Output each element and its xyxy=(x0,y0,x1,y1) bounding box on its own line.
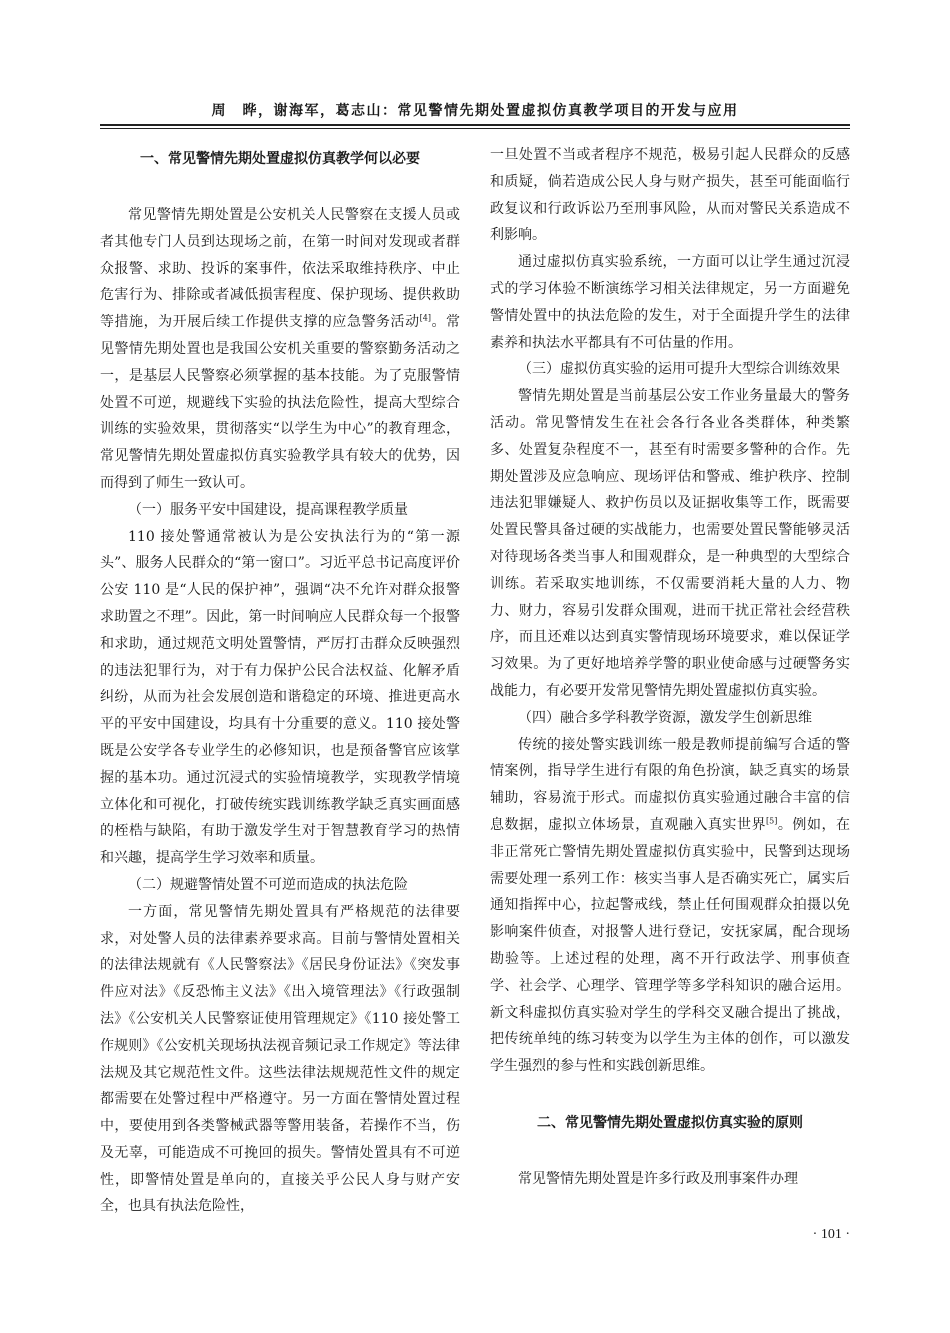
running-head: 周 晔，谢海军，葛志山：常见警情先期处置虚拟仿真教学项目的开发与应用 xyxy=(211,103,739,119)
right-column xyxy=(490,142,850,1193)
left-column xyxy=(100,142,460,1220)
section-gap xyxy=(490,1080,850,1106)
paragraph-3: 一方面，常见警情先期处置具有严格规范的法律要求，对处警人员的法律素养要求高。目前与警情处置相关的法律法规就有《人民警察法》《居民身份证法》《突发事件应对法》《反恐怖主义法》《出入境管理法》《行政强制法》《公安机关人民警察证使用管理规定》《110 接处警工作规则》《公安机关现场执法视音频记录工作规定》等法律法规及其它规范性文件。这些法律法规规范性文件的规定都需要在处警过程中严格遵守。另一方面在警情处置过程中，要使用到各类警械武器等警用装备，若操作不当，伤及无辜，可能造成不可挽回的损失。警情处置具有不可逆性，即警情处置是单向的，直接关乎公民人身与财产安全，也具有执法危险性， xyxy=(100,903,460,1215)
paragraph-5: 警情先期处置是当前基层公安工作业务量最大的警务活动。常见警情发生在社会各行各业各类群体，种类繁多、处置复杂程度不一，甚至有时需要多警种的合作。先期处置涉及应急响应、现场评估和警戒、维护秩序、控制违法犯罪嫌疑人、救护伤员以及证据收集等工作，既需要处置民警具备过硬的实战能力，也需要处置民警能够灵活对待现场各类当事人和围观群众，是一种典型的大型综合训练。若采取实地训练，不仅需要消耗大量的人力、物力、财力，容易引发群众围观，进而干扰正常社会经营秩序，而且还难以达到真实警情现场环境要求，难以保证学习效果。为了更好地培养学警的职业使命感与过硬警务实战能力，有必要开发常见警情先期处置虚拟仿真实验。 xyxy=(490,388,850,699)
citation-5: [5] xyxy=(766,816,778,826)
subsection-2-heading: （二）规避警情处置不可逆而造成的执法危险 xyxy=(128,876,408,893)
header-rule-thin xyxy=(100,128,850,129)
section-1-heading: 一、常见警情先期处置虚拟仿真教学何以必要 xyxy=(140,151,420,167)
subsection-1-heading: （一）服务平安中国建设，提高课程教学质量 xyxy=(128,501,408,518)
paragraph-1 xyxy=(100,202,460,497)
paragraph-1-text: 常见警情先期处置是公安机关人民警察在支援人员或者其他专门人员到达现场之前，在第一时间对发现或者群众报警、求助、投诉的案事件，依法采取维持秩序、中止危害行为、排除或者减低损害程度、保护现场、提供救助等措施，为开展后续工作提供支撑的应急警务活动 xyxy=(100,207,460,331)
paragraph-4: 通过虚拟仿真实验系统，一方面可以让学生通过沉浸式的学习体验不断演练学习相关法律规定，另一方面避免警情处置中的执法危险的发生，对于全面提升学生的法律素养和执法水平都具有不可估量的作用。 xyxy=(490,254,850,351)
paragraph-6-text-cont: 。例如，在非正常死亡警情先期处置虚拟仿真实验中，民警到达现场需要处理一系列工作：核实当事人是否确实死亡，属实后通知指挥中心，拉起警戒线，禁止任何围观群众拍摄以免影响案件侦查，对报警人进行登记，安抚家属，配合现场勘验等。上述过程的处理，离不开行政法学、刑事侦查学、社会学、心理学、管理学等多学科知识的融合运用。新文科虚拟仿真实验对学生的学科交叉融合提出了挑战，把传统单纯的练习转变为以学生为主体的创作，可以激发学生强烈的参与性和实践创新思维。 xyxy=(490,816,851,1075)
paragraph-2: 110 接处警通常被认为是公安执法行为的“第一源头”、服务人民群众的“第一窗口”。习近平总书记高度评价公安 110 是“人民的保护神”，强调“决不允许对群众报警求助置之不理”。因此，第一时间响应人民群众每一个报警和求助，通过规范文明处置警情，严厉打击群众反映强烈的违法犯罪行为，对于有力保护公民合法权益、化解矛盾纠纷，从而为社会发展创造和谐稳定的环境、推进更高水平的平安中国建设，均具有十分重要的意义。110 接处警既是公安学各专业学生的必修知识，也是预备警官应该掌握的基本功。通过沉浸式的实验情境教学，实现教学情境立体化和可视化，打破传统实践训练教学缺乏真实画面感的桎梏与缺陷，有助于激发学生对于智慧教育学习的热情和兴趣，提高学生学习效率和质量。 xyxy=(100,528,460,867)
paragraph-continued: 一旦处置不当或者程序不规范，极易引起人民群众的反感和质疑，倘若造成公民人身与财产损失，甚至可能面临行政复议和行政诉讼乃至刑事风险，从而对警民关系造成不利影响。 xyxy=(490,147,850,244)
heading-gap xyxy=(100,176,460,202)
subsection-3-heading: （三）虚拟仿真实验的运用可提升大型综合训练效果 xyxy=(518,361,840,378)
page-number: · 101 · xyxy=(812,1227,850,1242)
citation-4: [4] xyxy=(419,313,431,323)
paragraph-7: 常见警情先期处置是许多行政及刑事案件办理 xyxy=(518,1170,798,1187)
header-rule-thick xyxy=(100,124,850,126)
paragraph-1-text-cont: 。常见警情先期处置也是我国公安机关重要的警察勤务活动之一，是基层人民警察必须掌握的基本技能。为了克服警情处置不可逆，规避线下实验的执法危险性，提高大型综合训练的实验效果，贯彻落实“以学生为中心”的教育理念，常见警情先期处置虚拟仿真实验教学具有较大的优势，因而得到了师生一致认可。 xyxy=(100,314,461,491)
heading-gap-2 xyxy=(490,1140,850,1166)
section-2-heading: 二、常见警情先期处置虚拟仿真实验的原则 xyxy=(537,1114,803,1131)
paragraph-6-text: 传统的接处警实践训练一般是教师提前编写合适的警情案例，指导学生进行有限的角色扮演，缺乏真实的场景辅助，容易流于形式。而虚拟仿真实验通过融合丰富的信息数据，虚拟立体场景，直观融入真实世界 xyxy=(490,736,850,833)
paragraph-6 xyxy=(490,732,850,1080)
subsection-4-heading: （四）融合多学科教学资源，激发学生创新思维 xyxy=(518,709,812,726)
